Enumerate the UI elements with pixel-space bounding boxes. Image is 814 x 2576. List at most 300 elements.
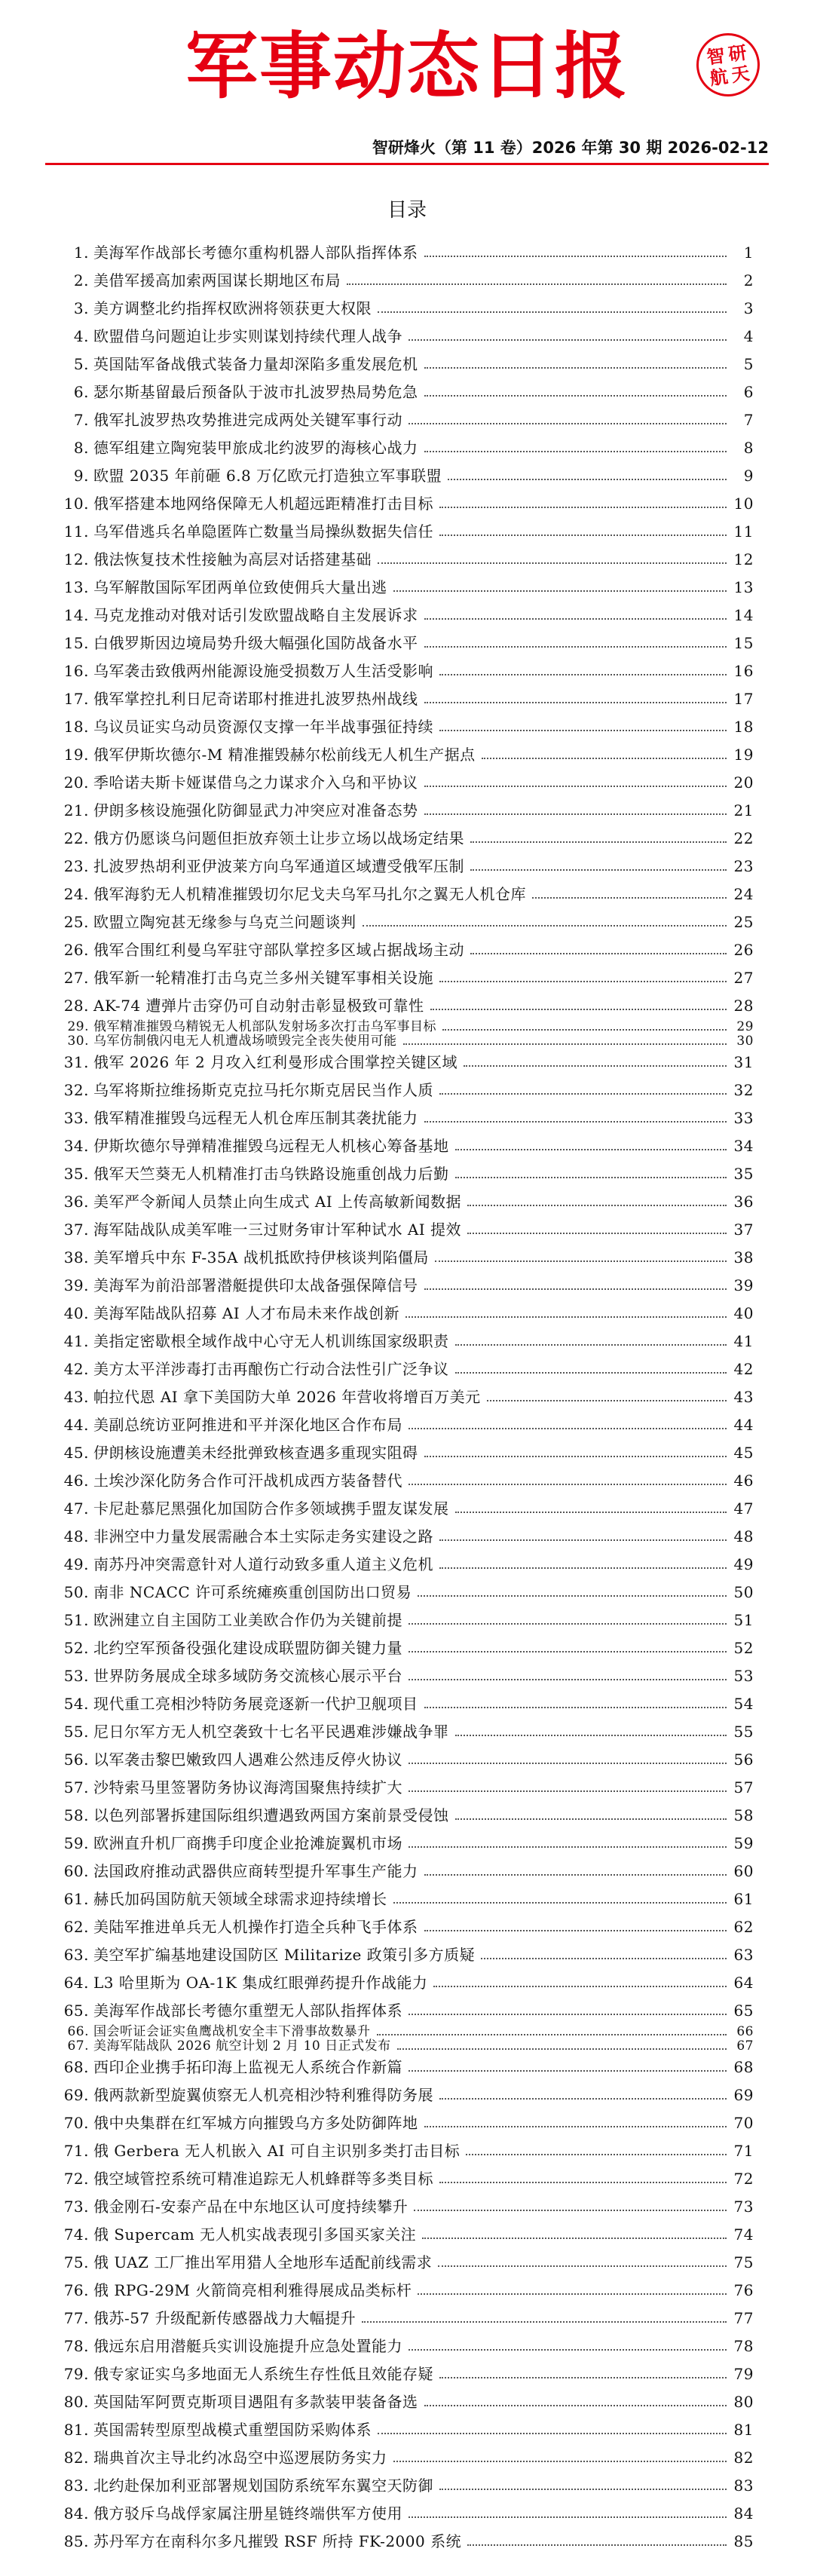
toc-entry-number: 67. [67, 2038, 89, 2054]
toc-entry-number: 44. [63, 1416, 89, 1434]
toc-entry[interactable] [60, 1132, 754, 1160]
toc-entry[interactable] [60, 1104, 754, 1132]
toc-entry-title: 卡尼赴慕尼黑强化加国防合作多领域携手盟友谋发展 [93, 1499, 449, 1518]
toc-entry-page: 31 [733, 1053, 754, 1071]
toc-entry-number: 4. [73, 327, 89, 345]
seal-char: 智 [705, 44, 727, 69]
dot-leader [347, 283, 727, 285]
toc-entry[interactable] [60, 1495, 754, 1523]
toc-entry-page: 37 [733, 1221, 754, 1239]
toc-entry[interactable] [60, 1216, 754, 1244]
toc-entry-number: 36. [63, 1193, 89, 1211]
toc-entry[interactable] [60, 267, 754, 295]
toc-entry-number: 26. [63, 941, 89, 959]
toc-entry-number: 81. [63, 2421, 89, 2439]
toc-entry[interactable] [60, 2332, 754, 2360]
toc-entry[interactable] [60, 2054, 754, 2081]
toc-entry[interactable] [60, 2081, 754, 2109]
dot-leader [439, 534, 727, 536]
dot-leader [424, 367, 727, 369]
toc-entry[interactable] [60, 1690, 754, 1718]
toc-entry[interactable] [60, 2109, 754, 2137]
toc-entry[interactable] [60, 2500, 754, 2528]
toc-entry-number: 47. [63, 1499, 89, 1518]
toc-entry-number: 64. [63, 1974, 89, 1992]
toc-entry-title: 美海军作战部长考德尔重构机器人部队指挥体系 [93, 244, 418, 262]
toc-entry-page: 28 [733, 997, 754, 1015]
toc-entry-number: 62. [63, 1918, 89, 1936]
toc-entry-number: 38. [63, 1248, 89, 1267]
toc-entry-title: 俄 Gerbera 无人机嵌入 AI 可自主识别多类打击目标 [93, 2142, 461, 2160]
toc-entry[interactable] [60, 685, 754, 713]
toc-entry-number: 22. [63, 829, 89, 847]
toc-entry-number: 46. [63, 1472, 89, 1490]
toc-entry-title: 乌军解散国际军团两单位致使佣兵大量出逃 [93, 578, 387, 596]
toc-entry[interactable] [60, 1383, 754, 1411]
toc-entry-number: 45. [63, 1444, 89, 1462]
toc-entry-number: 56. [63, 1751, 89, 1769]
dot-leader [455, 1372, 727, 1374]
toc-entry-number: 65. [63, 2002, 89, 2020]
dot-leader [397, 2048, 727, 2050]
toc-entry-title: 瑞典首次主导北约冰岛空中巡逻展防务实力 [93, 2449, 387, 2467]
dot-leader [464, 1065, 727, 1067]
dot-leader [435, 1260, 727, 1262]
toc-entry[interactable] [60, 1439, 754, 1467]
toc-entry[interactable] [60, 2277, 754, 2305]
toc-entry[interactable] [60, 769, 754, 797]
toc-entry-page: 43 [733, 1388, 754, 1406]
toc-entry[interactable] [60, 908, 754, 936]
toc-entry[interactable] [60, 406, 754, 434]
toc-entry-page: 2 [743, 271, 754, 289]
toc-entry[interactable] [60, 2165, 754, 2193]
toc-entry[interactable] [60, 1034, 754, 1049]
toc-entry[interactable] [60, 323, 754, 351]
toc-entry-page: 79 [733, 2365, 754, 2383]
toc-entry-number: 25. [63, 913, 89, 931]
toc-entry-page: 36 [733, 1193, 754, 1211]
toc-entry-page: 17 [733, 690, 754, 708]
toc-entry[interactable] [60, 964, 754, 992]
dot-leader [442, 1029, 727, 1031]
toc-entry-number: 13. [63, 578, 89, 596]
dot-leader [439, 730, 727, 731]
toc-entry-title: 俄远东启用潜艇兵实训设施提升应急处置能力 [93, 2337, 402, 2355]
toc-entry-page: 76 [733, 2281, 754, 2299]
toc-entry[interactable] [60, 1718, 754, 1746]
dot-leader [409, 2349, 727, 2351]
toc-entry[interactable] [60, 1300, 754, 1328]
toc-entry-number: 10. [63, 495, 89, 513]
toc-entry-page: 65 [733, 2002, 754, 2020]
dot-leader [487, 1400, 727, 1401]
toc-entry-title: 白俄罗斯因边境局势升级大幅强化国防战备水平 [93, 634, 418, 652]
toc-entry-number: 51. [63, 1611, 89, 1629]
toc-entry-number: 53. [63, 1667, 89, 1685]
toc-entry-page: 40 [733, 1304, 754, 1322]
toc-entry[interactable] [60, 2360, 754, 2388]
toc-entry[interactable] [60, 2416, 754, 2444]
toc-entry-page: 55 [733, 1723, 754, 1741]
dot-leader [439, 2377, 727, 2378]
dot-leader [455, 1344, 727, 1346]
toc-entry-page: 32 [733, 1081, 754, 1099]
toc-entry-page: 5 [743, 355, 754, 373]
dot-leader [409, 1763, 727, 1764]
dot-leader [455, 1149, 727, 1150]
toc-entry[interactable] [60, 1969, 754, 1997]
toc-entry-page: 25 [733, 913, 754, 931]
dot-leader [439, 2489, 727, 2490]
toc-entry-title: 南苏丹冲突需意针对人道行动致多重人道主义危机 [93, 1555, 433, 1573]
dot-leader [362, 2321, 727, 2323]
dot-leader [409, 1679, 727, 1680]
toc-entry-number: 74. [63, 2225, 89, 2244]
toc-entry[interactable] [60, 1634, 754, 1662]
toc-entry[interactable] [60, 1188, 754, 1216]
toc-entry-title: 美军增兵中东 F-35A 战机抵欧持伊核谈判陷僵局 [93, 1248, 429, 1267]
dot-leader [424, 646, 727, 648]
toc-entry-title: 俄 Supercam 无人机实战表现引多国买家关注 [93, 2225, 417, 2244]
toc-entry[interactable] [60, 295, 754, 323]
toc-entry[interactable] [60, 1077, 754, 1104]
toc-entry-title: 俄金刚石-安泰产品在中东地区认可度持续攀升 [93, 2198, 409, 2216]
toc-entry[interactable] [60, 434, 754, 462]
toc-entry-number: 72. [63, 2170, 89, 2188]
toc-entry-title: 欧盟 2035 年前砸 6.8 万亿欧元打造独立军事联盟 [93, 467, 442, 485]
dot-leader [424, 451, 727, 452]
dot-leader [409, 1484, 727, 1485]
toc-entry-title: 俄军天竺葵无人机精准打击乌铁路设施重创战力后勤 [93, 1165, 449, 1183]
dot-leader [467, 2544, 727, 2546]
toc-entry-title: 乌军借逃兵名单隐匿阵亡数量当局操纵数据失信任 [93, 522, 433, 541]
toc-entry[interactable] [60, 2249, 754, 2277]
toc-entry[interactable] [60, 1830, 754, 1858]
toc-entry-page: 4 [743, 327, 754, 345]
toc-entry-number: 2. [73, 271, 89, 289]
toc-entry-title: 季哈诺夫斯卡娅谋借乌之力谋求介入乌和平协议 [93, 773, 418, 792]
toc-entry-title: 俄军合围红利曼乌军驻守部队掌控多区域占据战场主动 [93, 941, 464, 959]
toc-entry[interactable] [60, 1913, 754, 1941]
toc-entry-title: 乌议员证实乌动员资源仅支撑一年半战事强征持续 [93, 718, 433, 736]
toc-entry-title: 美方调整北约指挥权欧洲将领获更大权限 [93, 299, 372, 317]
toc-entry[interactable] [60, 1411, 754, 1439]
toc-entry-number: 40. [63, 1304, 89, 1322]
toc-entry-page: 18 [733, 718, 754, 736]
toc-entry-number: 43. [63, 1388, 89, 1406]
toc-entry[interactable] [60, 2472, 754, 2500]
toc-entry[interactable] [60, 1467, 754, 1495]
toc-entry[interactable] [60, 1272, 754, 1300]
toc-entry[interactable] [60, 853, 754, 881]
toc-entry[interactable] [60, 518, 754, 546]
toc-entry[interactable] [60, 713, 754, 741]
toc-entry-page: 23 [733, 857, 754, 875]
toc-entry-number: 6. [73, 383, 89, 401]
toc-entry-title: 俄 RPG-29M 火箭筒亮相利雅得展成品类标杆 [93, 2281, 412, 2299]
seal-char: 研 [727, 41, 748, 66]
toc-entry-title: 西印企业携手拓印海上监视无人系统合作新篇 [93, 2058, 402, 2076]
toc-entry-number: 7. [73, 411, 89, 429]
dot-leader [393, 1902, 727, 1904]
toc-entry[interactable] [60, 239, 754, 267]
toc-entry[interactable] [60, 2444, 754, 2472]
dot-leader [363, 925, 727, 927]
toc-entry-number: 33. [63, 1109, 89, 1127]
toc-entry-title: 英国陆军阿贾克斯项目遇阻有多款装甲装备备选 [93, 2393, 418, 2411]
toc-entry[interactable] [60, 1997, 754, 2025]
toc-entry[interactable] [60, 1746, 754, 1774]
toc-entry-number: 17. [63, 690, 89, 708]
toc-entry-page: 78 [733, 2337, 754, 2355]
toc-entry-page: 58 [733, 1806, 754, 1824]
toc-entry-number: 61. [63, 1890, 89, 1908]
toc-entry[interactable] [60, 378, 754, 406]
toc-entry-title: 俄方仍愿谈乌问题但拒放弃领土让步立场以战场定结果 [93, 829, 464, 847]
toc-entry-page: 42 [733, 1360, 754, 1378]
toc-entry[interactable] [60, 1607, 754, 1634]
toc-entry-title: 欧盟立陶宛甚无缘参与乌克兰问题谈判 [93, 913, 357, 931]
toc-entry[interactable] [60, 2221, 754, 2249]
toc-entry-page: 13 [733, 578, 754, 596]
toc-entry-page: 82 [733, 2449, 754, 2467]
toc-entry-title: 俄军搭建本地网络保障无人机超远距精准打击目标 [93, 495, 433, 513]
table-of-contents [60, 239, 754, 2556]
toc-entry-page: 69 [733, 2086, 754, 2104]
toc-entry-page: 27 [733, 969, 754, 987]
toc-entry-title: 国会听证会证实鱼鹰战机安全丰下滑事故数暴升 [93, 2024, 371, 2039]
issue-line: 智研烽火（第 11 卷）2026 年第 30 期 2026-02-12 [372, 139, 769, 157]
toc-entry[interactable] [60, 1802, 754, 1830]
toc-entry[interactable] [60, 797, 754, 825]
dot-leader [424, 395, 727, 397]
toc-entry[interactable] [60, 546, 754, 574]
dot-leader [409, 1428, 727, 1429]
toc-heading: 目录 [387, 199, 427, 222]
dot-leader [433, 1986, 727, 1987]
dot-leader [439, 1093, 727, 1095]
toc-entry[interactable] [60, 2137, 754, 2165]
dot-leader [393, 2461, 727, 2462]
toc-entry[interactable] [60, 1160, 754, 1188]
dot-leader [424, 2405, 727, 2406]
toc-entry[interactable] [60, 1885, 754, 1913]
toc-entry-number: 76. [63, 2281, 89, 2299]
dot-leader [409, 2516, 727, 2518]
dot-leader [422, 2238, 727, 2239]
toc-entry[interactable] [60, 462, 754, 490]
toc-entry-page: 81 [733, 2421, 754, 2439]
toc-entry-page: 24 [733, 885, 754, 903]
toc-entry[interactable] [60, 1858, 754, 1885]
toc-entry-page: 53 [733, 1667, 754, 1685]
toc-entry[interactable] [60, 2528, 754, 2556]
dot-leader [424, 813, 727, 815]
toc-entry[interactable] [60, 1523, 754, 1551]
toc-entry[interactable] [60, 490, 754, 518]
toc-entry-title: 尼日尔军方无人机空袭致十七名平民遇难涉嫌战争罪 [93, 1723, 449, 1741]
toc-entry-title: 扎波罗热胡利亚伊波莱方向乌军通道区域遭受俄军压制 [93, 857, 464, 875]
toc-entry-number: 20. [63, 773, 89, 792]
toc-entry-page: 3 [743, 299, 754, 317]
toc-entry-page: 20 [733, 773, 754, 792]
toc-entry-page: 80 [733, 2393, 754, 2411]
toc-entry[interactable] [60, 1551, 754, 1579]
toc-entry-title: 沙特索马里签署防务协议海湾国聚焦持续扩大 [93, 1778, 402, 1796]
toc-entry-page: 49 [733, 1555, 754, 1573]
toc-entry-title: 欧洲建立自主国防工业美欧合作仍为关键前提 [93, 1611, 402, 1629]
toc-entry-page: 44 [733, 1416, 754, 1434]
toc-entry-page: 10 [733, 495, 754, 513]
toc-entry[interactable] [60, 1049, 754, 1077]
dot-leader [424, 786, 727, 787]
dot-leader [532, 897, 727, 899]
toc-entry-page: 75 [733, 2253, 754, 2271]
toc-entry-title: 俄军掌控扎利日尼奇诺耶村推进扎波罗热州战线 [93, 690, 418, 708]
dot-leader [424, 1874, 727, 1876]
toc-entry-title: 乌军袭击致俄两州能源设施受损数万人生活受影响 [93, 662, 433, 680]
dot-leader [439, 507, 727, 508]
toc-entry[interactable] [60, 2039, 754, 2054]
dot-leader [403, 1043, 727, 1045]
toc-entry[interactable] [60, 1020, 754, 1034]
header-divider [45, 163, 769, 165]
toc-entry-title: 北约空军预备役强化建设成联盟防御关键力量 [93, 1639, 402, 1657]
toc-entry[interactable] [60, 741, 754, 769]
seal-char: 天 [730, 63, 751, 87]
toc-entry-number: 32. [63, 1081, 89, 1099]
toc-entry[interactable] [60, 1579, 754, 1607]
toc-entry-page: 46 [733, 1472, 754, 1490]
toc-entry-number: 77. [63, 2309, 89, 2327]
toc-entry-title: 英国需转型原型战模式重塑国防采购体系 [93, 2421, 372, 2439]
toc-entry[interactable] [60, 1244, 754, 1272]
toc-entry[interactable] [60, 657, 754, 685]
toc-entry[interactable] [60, 1774, 754, 1802]
toc-entry-page: 67 [736, 2038, 754, 2054]
toc-entry-title: 乌军仿制俄闪电无人机遭战场喷毁完全丧失使用可能 [93, 1034, 397, 1049]
dot-leader [424, 618, 727, 620]
toc-entry[interactable] [60, 2388, 754, 2416]
toc-entry-page: 66 [736, 2024, 754, 2039]
toc-entry-number: 30. [67, 1034, 89, 1049]
toc-entry-page: 14 [733, 606, 754, 624]
toc-entry[interactable] [60, 2025, 754, 2039]
toc-entry-page: 39 [733, 1276, 754, 1294]
toc-entry-page: 19 [733, 746, 754, 764]
toc-entry-number: 31. [63, 1053, 89, 1071]
toc-entry-number: 78. [63, 2337, 89, 2355]
toc-entry-title: 土埃沙深化防务合作可汗战机成西方装备替代 [93, 1472, 402, 1490]
toc-entry[interactable] [60, 825, 754, 853]
toc-entry-page: 72 [733, 2170, 754, 2188]
toc-entry-page: 64 [733, 1974, 754, 1992]
toc-entry-page: 6 [743, 383, 754, 401]
toc-entry[interactable] [60, 992, 754, 1020]
toc-entry[interactable] [60, 574, 754, 602]
toc-entry-page: 50 [733, 1583, 754, 1601]
toc-entry-page: 77 [733, 2309, 754, 2327]
toc-entry-number: 70. [63, 2114, 89, 2132]
toc-entry-title: 伊斯坎德尔导弹精准摧毁乌远程无人机核心筹备基地 [93, 1137, 449, 1155]
dot-leader [439, 1539, 727, 1541]
dot-leader [455, 1818, 727, 1820]
toc-entry-page: 68 [733, 2058, 754, 2076]
toc-entry-number: 58. [63, 1806, 89, 1824]
toc-entry[interactable] [60, 936, 754, 964]
dot-leader [455, 1735, 727, 1736]
toc-entry-page: 41 [733, 1332, 754, 1350]
toc-entry-number: 75. [63, 2253, 89, 2271]
toc-entry-number: 55. [63, 1723, 89, 1741]
toc-entry-number: 1. [73, 244, 89, 262]
toc-entry-title: 美海军陆战队招募 AI 人才布局未来作战创新 [93, 1304, 400, 1322]
dot-leader [439, 2182, 727, 2183]
toc-entry-page: 35 [733, 1165, 754, 1183]
toc-entry[interactable] [60, 351, 754, 378]
dot-leader [409, 1651, 727, 1652]
dot-leader [377, 2034, 727, 2035]
toc-entry-number: 35. [63, 1165, 89, 1183]
toc-entry[interactable] [60, 1662, 754, 1690]
toc-entry-page: 47 [733, 1499, 754, 1518]
toc-entry-title: 欧洲直升机厂商携手印度企业抢滩旋翼机市场 [93, 1834, 402, 1852]
toc-entry-title: 现代重工亮相沙特防务展竞逐新一代护卫舰项目 [93, 1695, 418, 1713]
toc-entry-page: 12 [733, 550, 754, 568]
toc-entry[interactable] [60, 602, 754, 629]
dot-leader [470, 953, 727, 954]
toc-entry[interactable] [60, 2305, 754, 2332]
toc-entry[interactable] [60, 1328, 754, 1355]
toc-entry-title: 俄军新一轮精准打击乌克兰多州关键军事相关设施 [93, 969, 433, 987]
toc-entry-number: 8. [73, 439, 89, 457]
toc-entry[interactable] [60, 2193, 754, 2221]
toc-entry-page: 83 [733, 2476, 754, 2495]
toc-entry-number: 50. [63, 1583, 89, 1601]
toc-entry-number: 21. [63, 801, 89, 819]
toc-entry-page: 21 [733, 801, 754, 819]
toc-entry-title: 赫氏加码国防航天领域全球需求迎持续增长 [93, 1890, 387, 1908]
toc-entry-title: 美海军陆战队 2026 航空计划 2 月 10 日正式发布 [93, 2038, 391, 2054]
toc-entry-page: 60 [733, 1862, 754, 1880]
toc-entry-page: 52 [733, 1639, 754, 1657]
toc-entry[interactable] [60, 1941, 754, 1969]
toc-entry-page: 63 [733, 1946, 754, 1964]
toc-entry-page: 74 [733, 2225, 754, 2244]
toc-entry-number: 16. [63, 662, 89, 680]
toc-entry-number: 73. [63, 2198, 89, 2216]
dot-leader [467, 1233, 727, 1234]
toc-entry-number: 80. [63, 2393, 89, 2411]
toc-entry-page: 62 [733, 1918, 754, 1936]
dot-leader [455, 1512, 727, 1513]
toc-entry[interactable] [60, 881, 754, 908]
toc-entry-title: 以色列部署拆建国际组织遭遇致两国方案前景受侵蚀 [93, 1806, 449, 1824]
toc-entry[interactable] [60, 1355, 754, 1383]
toc-entry-number: 59. [63, 1834, 89, 1852]
toc-entry-title: 英国陆军备战俄式装备力量却深陷多重发展危机 [93, 355, 418, 373]
dot-leader [409, 2014, 727, 2015]
toc-entry-number: 71. [63, 2142, 89, 2160]
dot-leader [414, 2210, 727, 2211]
dot-leader [481, 1958, 727, 1959]
dot-leader [409, 339, 727, 341]
toc-entry-page: 34 [733, 1137, 754, 1155]
toc-entry-number: 42. [63, 1360, 89, 1378]
toc-entry[interactable] [60, 629, 754, 657]
toc-entry-title: 美副总统访亚阿推进和平并深化地区合作布局 [93, 1416, 402, 1434]
